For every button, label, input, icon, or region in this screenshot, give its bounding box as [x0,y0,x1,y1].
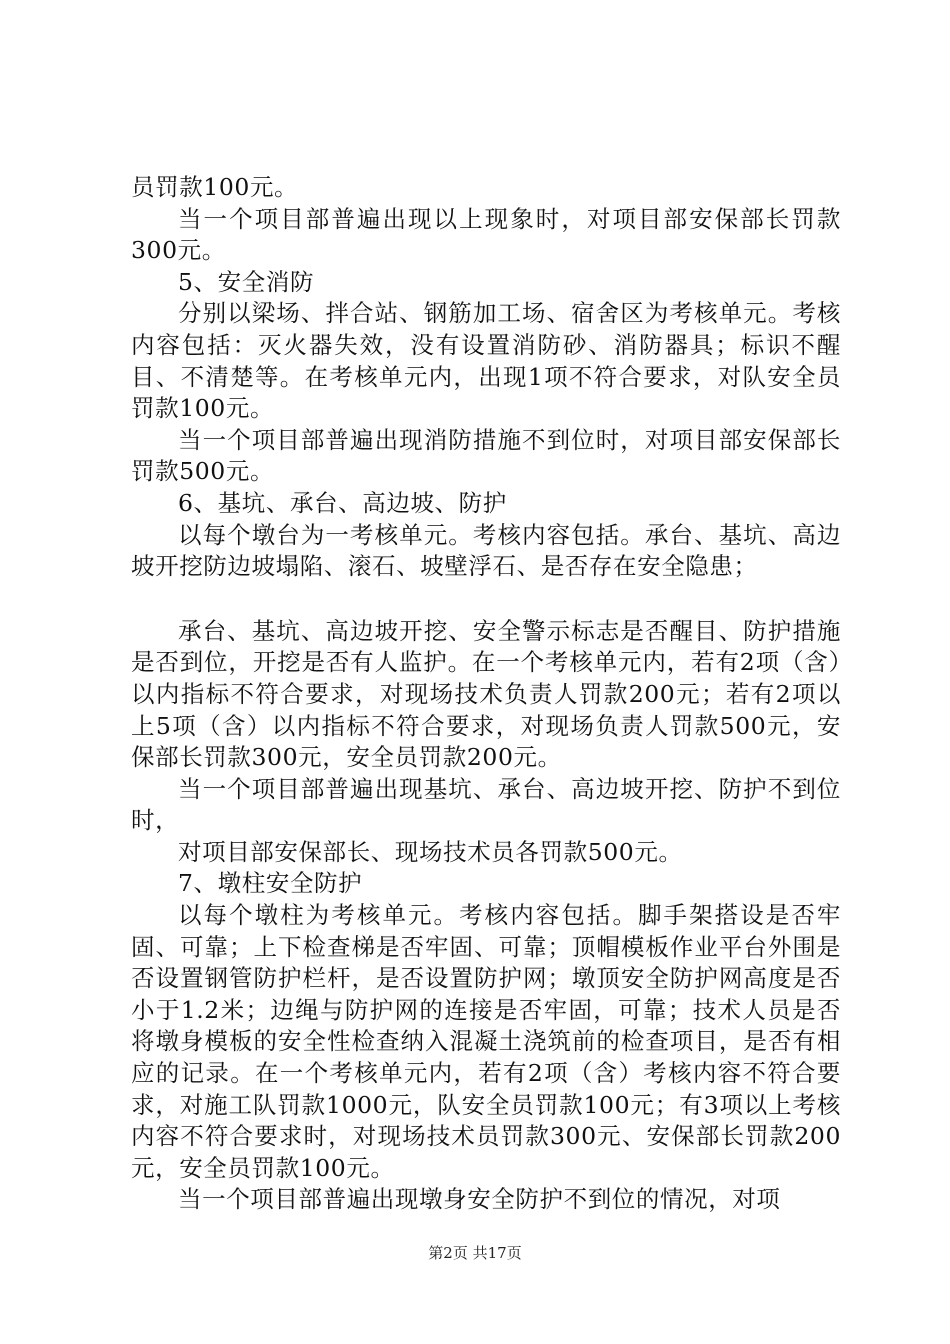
paragraph: 以每个墩柱为考核单元。考核内容包括。脚手架搭设是否牢固、可靠；上下检查梯是否牢固、可靠；顶帽模板作业平台外围是否设置钢管防护栏杆，是否设置防护网；墩顶安全防护网高度是否小于1.2米；边绳与防护网的连接是否牢固，可靠；技术人员是否将墩身模板的安全性检查纳入混凝土浇筑前的检查项目，是否有相应的记录。在一个考核单元内，若有2项（含）考核内容不符合要求，对施工队罚款1000元，队安全员罚款100元；有3项以上考核内容不符合要求时，对现场技术员罚款300元、安保部长罚款200元，安全员罚款100元。 [131,901,841,1182]
paragraph: 当一个项目部普遍出现基坑、承台、高边坡开挖、防护不到位时， [131,774,841,835]
paragraph: 当一个项目部普遍出现消防措施不到位时，对项目部安保部长罚款500元。 [131,425,841,486]
section-heading-5: 5、安全消防 [178,267,315,296]
paragraph: 分别以梁场、拌合站、钢筋加工场、宿舍区为考核单元。考核内容包括：灭火器失效，没有设置消防砂、消防器具；标识不醒目、不清楚等。在考核单元内，出现1项不符合要求，对队安全员罚款100元。 [131,299,841,423]
paragraph: 当一个项目部普遍出现以上现象时，对项目部安保部长罚款300元。 [131,204,841,265]
page-footer: 第2页 共17页 [428,1244,522,1262]
paragraph-continuation: 员罚款100元。 [131,173,299,201]
paragraph: 承台、基坑、高边坡开挖、安全警示标志是否醒目、防护措施是否到位，开挖是否有人监护。在一个考核单元内，若有2项（含）以内指标不符合要求，对现场技术负责人罚款200元；若有2项以上5项（含）以内指标不符合要求，对现场负责人罚款500元，安保部长罚款300元，安全员罚款200元。 [131,616,841,772]
paragraph-gap [131,583,841,616]
section-heading-7: 7、墩柱安全防护 [178,869,363,898]
paragraph: 对项目部安保部长、现场技术员各罚款500元。 [178,837,683,866]
section-heading-6: 6、基坑、承台、高边坡、防护 [178,488,507,517]
paragraph: 以每个墩台为一考核单元。考核内容包括。承台、基坑、高边坡开挖防边坡塌陷、滚石、坡壁浮石、是否存在安全隐患； [131,520,841,581]
paragraph: 当一个项目部普遍出现墩身安全防护不到位的情况，对项 [178,1185,781,1214]
document-body [131,172,841,1216]
